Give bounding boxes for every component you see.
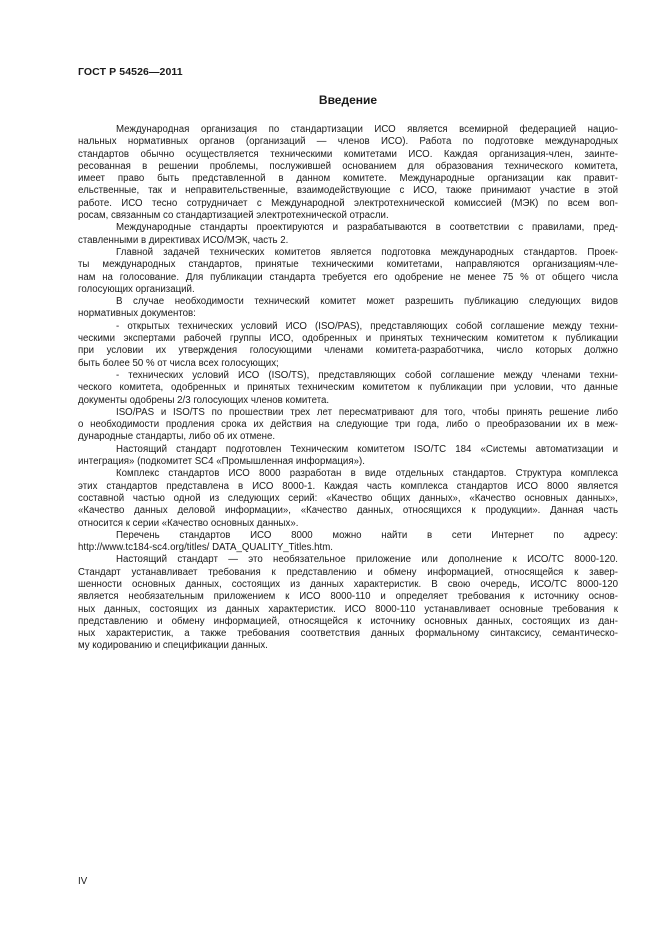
paragraph [78,247,618,296]
paragraph [78,370,618,407]
paragraph [78,407,618,444]
text-line: - технических условий ИСО (ISO/TS), представляющих собой соглашение между членами техни- [116,369,618,381]
text-line: ISO/PAS и ISO/TS по прошествии трех лет пересматривают для того, чтобы принять решение либо [116,406,618,418]
text-line: Комплекс стандартов ИСО 8000 разработан в виде отдельных стандартов. Структура комплекса [116,468,618,480]
document-body [78,124,618,653]
text-line: ных характеристик, а также требования соответствия данных формальному синтаксису, семантическо- [78,628,618,640]
text-line: Международные стандарты проектируются и разрабатываются в соответствии с правилами, пред- [116,222,618,234]
text-line: Стандарт устанавливает требования к представлению и обмену информацией, относящейся к завер- [78,566,618,578]
paragraph [78,222,618,247]
paragraph [78,468,618,529]
text-line: ческими экспертами рабочей группы ИСО, одобренных и принятых техническим комитетом к публикации [78,333,618,345]
text-line: работе. ИСО тесно сотрудничает с Международной электротехнической комиссией (МЭК) по всем воп- [78,197,618,209]
text-line: нам на голосование. Для публикации стандарта требуется его одобрение не менее 75 % от общего числа [78,271,618,283]
text-line: представлению и обмену информацией, относящейся к источнику основных данных, состоящих из дан- [78,615,618,627]
text-line: нальных нормативных органов (организаций — членов ИСО). Работа по подготовке международных [78,136,618,148]
text-line: интеграция» (подкомитет SC4 «Промышленная информация»). [78,456,365,468]
text-line: - открытых технических условий ИСО (ISO/PAS), представляющих собой соглашение между техни- [116,320,618,332]
text-line: http://www.tc184-sc4.org/titles/ DATA_QUALITY_Titles.htm. [78,542,334,554]
text-line: составной частью одной из следующих серий: «Качество общих данных», «Качество основных данных», [78,492,618,504]
text-line: имеет право быть представленной в данном комитете. Международные организации как правит- [78,173,618,185]
text-line: В случае необходимости технический комитет может разрешить публикацию следующих видов [116,296,618,308]
text-line: «Качество данных деловой информации», «Качество данных, относящихся к продукции». Данная часть [78,505,618,517]
paragraph [78,444,618,469]
text-line: нормативных документов: [78,308,196,320]
text-line: быть более 50 % от числа всех голосующих; [78,357,279,369]
paragraph [78,554,618,652]
text-line: Международная организация по стандартизации ИСО является всемирной федерацией нацио- [116,124,618,135]
text-line: стандартов обычно осуществляется техническими комитетами ИСО. Каждая организация-член, заинте- [78,148,618,160]
text-line: ты международных стандартов, принятые техническими комитетами, направляются организациям-чле- [78,259,618,271]
text-line: Настоящий стандарт подготовлен Техническим комитетом ISO/TC 184 «Системы автоматизации и [116,443,618,455]
text-line: о необходимости продления срока их действия на следующие три года, либо о преобразовании их в меж- [78,419,618,431]
text-line: Перечень стандартов ИСО 8000 можно найти в сети Интернет по адресу: [116,529,618,541]
text-line: ных данных, состоящих из данных характеристик. ИСО 8000-110 устанавливает основные требования к [78,603,618,615]
text-line: этих стандартов представлена в ИСО 8000-1. Каждая часть комплекса стандартов ИСО 8000 является [78,480,618,492]
text-line: документы одобрены 2/3 голосующих членов комитета. [78,394,330,406]
text-line: Главной задачей технических комитетов является подготовка международных стандартов. Проек- [116,246,618,258]
text-line: является необязательным приложением к ИСО 8000-110 и определяет требования к источнику основ- [78,591,618,603]
text-line: ческого комитета, одобренных и принятых техническим комитетом к публикации при условии, что данные [78,382,618,394]
text-line: дународные стандарты, либо об их отмене. [78,431,276,443]
text-line: ресованная в решении проблемы, послужившей основанием для образования технического комитета, [78,160,618,172]
paragraph [78,530,618,555]
text-line: голосующих организаций. [78,283,195,295]
document-code: ГОСТ Р 54526—2011 [78,66,183,78]
text-line: росам, связанным со стандартизацией электротехнической отрасли. [78,210,389,222]
paragraph [78,296,618,321]
text-line: шенности основных данных, состоящих из данных характеристик. В свою очередь, ИСО/ТС 8000-120 [78,578,618,590]
text-line: относится к серии «Качество основных данных». [78,517,299,529]
page-number: IV [78,876,88,887]
text-line: му кодированию и спецификации данных. [78,640,268,652]
paragraph [78,124,618,222]
text-line: ельственные, так и неправительственные, взаимодействующие с ИСО, также принимают участие в этой [78,185,618,197]
text-line: Настоящий стандарт — это необязательное приложение или дополнение к ИСО/ТС 8000-120. [116,554,618,566]
paragraph [78,321,618,370]
text-line: ставленными в директивах ИСО/МЭК, часть 2. [78,234,289,246]
section-title: Введение [318,93,378,107]
text-line: при условии их утверждения голосующими членами комитета-разработчика, число которых должно [78,345,618,357]
